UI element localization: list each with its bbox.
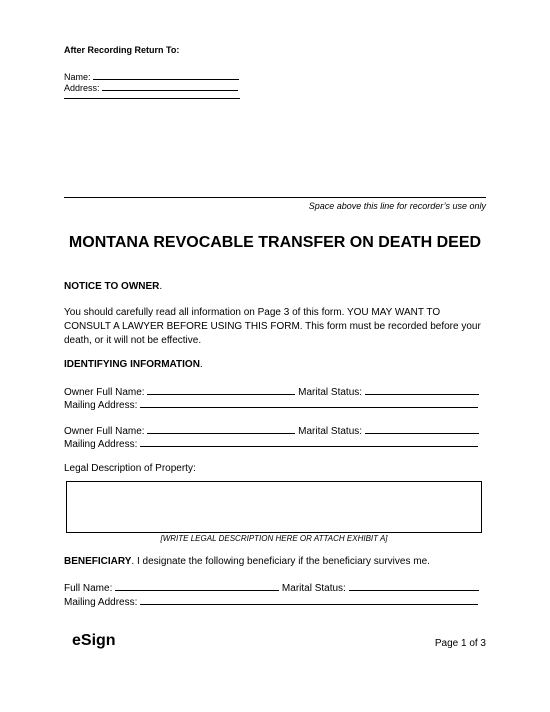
owner-1-mailing-field[interactable] [140,398,478,408]
owner-2-name-label: Owner Full Name: [64,426,145,437]
beneficiary-mailing-row [64,595,478,608]
beneficiary-heading: BENEFICIARY [64,556,132,567]
beneficiary-marital-label: Marital Status: [281,583,346,594]
notice-heading-period: . [159,281,163,292]
return-name-label: Name: [64,72,91,82]
owner-2-marital-label: Marital Status: [298,426,363,437]
recorder-divider [64,197,486,198]
owner-1-marital-label: Marital Status: [298,387,363,398]
notice-heading: NOTICE TO OWNER [64,281,160,292]
owner-2-name-field[interactable] [147,424,295,434]
owner-1-name-label: Owner Full Name: [64,387,145,398]
beneficiary-name-label: Full Name: [64,583,113,594]
owner-2-mailing-label: Mailing Address: [64,439,138,450]
identifying-heading-row [64,358,203,372]
return-address-field[interactable] [102,81,238,91]
beneficiary-mailing-label: Mailing Address: [64,597,138,608]
owner-2-name-row [64,424,479,437]
document-title: MONTANA REVOCABLE TRANSFER ON DEATH DEED [68,234,482,251]
owner-1-mailing-label: Mailing Address: [64,400,138,411]
owner-1-mailing-row [64,398,478,411]
beneficiary-text: . I designate the following beneficiary if the beneficiary survives me. [131,556,430,567]
notice-body: You should carefully read all information on Page 3 of this form. YOU MAY WANT TO CONSULT A LAWYER BEFORE USING THIS FORM. This form must be recorded before your death, or it will not be effective. [64,307,481,346]
recording-heading: After Recording Return To: [64,45,180,55]
return-address-row [64,81,238,93]
owner-1-name-row [64,385,479,398]
owner-2-mailing-field[interactable] [140,437,478,447]
recorder-note: Space above this line for recorder’s use only [308,201,486,211]
owner-2-marital-field[interactable] [365,424,479,434]
owner-1-name-field[interactable] [147,385,295,395]
return-address-label: Address: [64,83,100,93]
beneficiary-name-row [64,581,479,594]
legal-description-label: Legal Description of Property: [64,463,196,474]
return-name-field[interactable] [93,70,239,80]
owner-1-marital-field[interactable] [365,385,479,395]
beneficiary-marital-field[interactable] [349,581,479,591]
legal-description-box[interactable] [66,481,482,533]
page-number: Page 1 of 3 [434,638,486,649]
esign-logo: eSign [72,632,116,649]
beneficiary-mailing-field[interactable] [140,595,478,605]
beneficiary-row [64,555,430,569]
beneficiary-name-field[interactable] [115,581,279,591]
return-address-field-2[interactable] [64,98,240,99]
notice-heading-row [64,280,162,294]
owner-2-mailing-row [64,437,478,450]
identifying-heading: IDENTIFYING INFORMATION [64,359,200,370]
identifying-heading-period: . [199,359,203,370]
legal-description-hint: [WRITE LEGAL DESCRIPTION HERE OR ATTACH EXHIBIT A] [160,534,388,543]
